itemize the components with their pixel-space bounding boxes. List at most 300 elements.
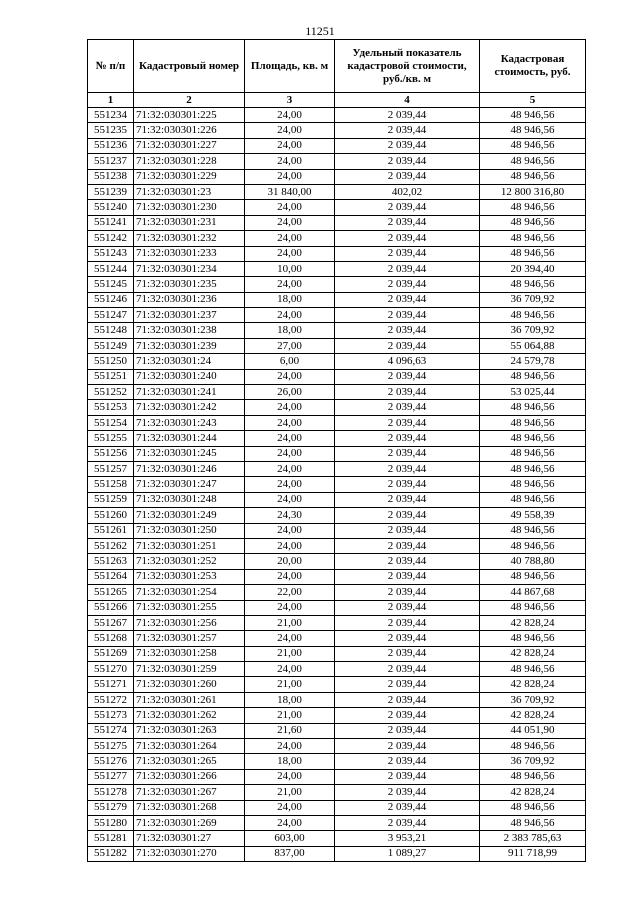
unit-value-cell: 2 039,44 bbox=[335, 385, 480, 400]
header-row-number: № п/п bbox=[88, 40, 134, 93]
cadastral-value-cell: 49 558,39 bbox=[480, 508, 586, 523]
cadastral-value-cell: 48 946,56 bbox=[480, 600, 586, 615]
row-number-cell: 551267 bbox=[88, 615, 134, 630]
table-row bbox=[88, 677, 586, 692]
cadastral-value-cell: 48 946,56 bbox=[480, 538, 586, 553]
table-row bbox=[88, 261, 586, 276]
column-number-row bbox=[88, 93, 586, 108]
cadastral-number-cell: 71:32:030301:236 bbox=[134, 292, 245, 307]
header-unit-value: Удельный показатель кадастровой стоимости, руб./кв. м bbox=[335, 40, 480, 93]
area-cell: 10,00 bbox=[245, 261, 335, 276]
area-cell: 24,00 bbox=[245, 200, 335, 215]
area-cell: 24,00 bbox=[245, 461, 335, 476]
table-row bbox=[88, 662, 586, 677]
row-number-cell: 551282 bbox=[88, 846, 134, 861]
unit-value-cell: 2 039,44 bbox=[335, 446, 480, 461]
unit-value-cell: 2 039,44 bbox=[335, 154, 480, 169]
area-cell: 18,00 bbox=[245, 292, 335, 307]
unit-value-cell: 2 039,44 bbox=[335, 477, 480, 492]
area-cell: 24,00 bbox=[245, 231, 335, 246]
row-number-cell: 551236 bbox=[88, 138, 134, 153]
header-cadastral-value: Кадастровая стоимость, руб. bbox=[480, 40, 586, 93]
unit-value-cell: 2 039,44 bbox=[335, 615, 480, 630]
cadastral-value-cell: 42 828,24 bbox=[480, 708, 586, 723]
area-cell: 21,00 bbox=[245, 646, 335, 661]
row-number-cell: 551248 bbox=[88, 323, 134, 338]
cadastral-value-cell: 48 946,56 bbox=[480, 415, 586, 430]
row-number-cell: 551244 bbox=[88, 261, 134, 276]
unit-value-cell: 2 039,44 bbox=[335, 400, 480, 415]
area-cell: 24,00 bbox=[245, 538, 335, 553]
row-number-cell: 551274 bbox=[88, 723, 134, 738]
cadastral-value-cell: 48 946,56 bbox=[480, 815, 586, 830]
unit-value-cell: 2 039,44 bbox=[335, 338, 480, 353]
area-cell: 21,00 bbox=[245, 615, 335, 630]
cadastral-value-cell: 12 800 316,80 bbox=[480, 184, 586, 199]
cadastral-value-cell: 2 383 785,63 bbox=[480, 831, 586, 846]
unit-value-cell: 2 039,44 bbox=[335, 569, 480, 584]
cadastral-value-cell: 48 946,56 bbox=[480, 108, 586, 123]
cadastral-number-cell: 71:32:030301:244 bbox=[134, 431, 245, 446]
row-number-cell: 551246 bbox=[88, 292, 134, 307]
unit-value-cell: 2 039,44 bbox=[335, 261, 480, 276]
row-number-cell: 551256 bbox=[88, 446, 134, 461]
row-number-cell: 551266 bbox=[88, 600, 134, 615]
area-cell: 24,00 bbox=[245, 769, 335, 784]
table-row bbox=[88, 308, 586, 323]
area-cell: 24,00 bbox=[245, 246, 335, 261]
cadastral-number-cell: 71:32:030301:235 bbox=[134, 277, 245, 292]
cadastral-value-table bbox=[87, 39, 586, 862]
table-row bbox=[88, 385, 586, 400]
row-number-cell: 551261 bbox=[88, 523, 134, 538]
cadastral-number-cell: 71:32:030301:238 bbox=[134, 323, 245, 338]
area-cell: 24,00 bbox=[245, 815, 335, 830]
area-cell: 18,00 bbox=[245, 754, 335, 769]
unit-value-cell: 2 039,44 bbox=[335, 123, 480, 138]
cadastral-number-cell: 71:32:030301:262 bbox=[134, 708, 245, 723]
unit-value-cell: 2 039,44 bbox=[335, 769, 480, 784]
cadastral-number-cell: 71:32:030301:243 bbox=[134, 415, 245, 430]
row-number-cell: 551272 bbox=[88, 692, 134, 707]
cadastral-value-cell: 48 946,56 bbox=[480, 169, 586, 184]
table-row bbox=[88, 723, 586, 738]
table-row bbox=[88, 415, 586, 430]
cadastral-number-cell: 71:32:030301:228 bbox=[134, 154, 245, 169]
area-cell: 837,00 bbox=[245, 846, 335, 861]
row-number-cell: 551275 bbox=[88, 739, 134, 754]
area-cell: 24,00 bbox=[245, 446, 335, 461]
row-number-cell: 551262 bbox=[88, 538, 134, 553]
table-row bbox=[88, 369, 586, 384]
table-row bbox=[88, 815, 586, 830]
row-number-cell: 551249 bbox=[88, 338, 134, 353]
table-row bbox=[88, 569, 586, 584]
unit-value-cell: 2 039,44 bbox=[335, 600, 480, 615]
row-number-cell: 551270 bbox=[88, 662, 134, 677]
cadastral-number-cell: 71:32:030301:239 bbox=[134, 338, 245, 353]
table-row bbox=[88, 739, 586, 754]
area-cell: 6,00 bbox=[245, 354, 335, 369]
cadastral-value-cell: 48 946,56 bbox=[480, 492, 586, 507]
row-number-cell: 551260 bbox=[88, 508, 134, 523]
unit-value-cell: 2 039,44 bbox=[335, 554, 480, 569]
table-row bbox=[88, 800, 586, 815]
cadastral-value-cell: 48 946,56 bbox=[480, 739, 586, 754]
unit-value-cell: 3 953,21 bbox=[335, 831, 480, 846]
cadastral-value-cell: 48 946,56 bbox=[480, 569, 586, 584]
table-row bbox=[88, 354, 586, 369]
row-number-cell: 551265 bbox=[88, 585, 134, 600]
table-row bbox=[88, 538, 586, 553]
cadastral-value-cell: 42 828,24 bbox=[480, 677, 586, 692]
cadastral-number-cell: 71:32:030301:265 bbox=[134, 754, 245, 769]
cadastral-value-cell: 48 946,56 bbox=[480, 769, 586, 784]
cadastral-number-cell: 71:32:030301:247 bbox=[134, 477, 245, 492]
row-number-cell: 551239 bbox=[88, 184, 134, 199]
row-number-cell: 551235 bbox=[88, 123, 134, 138]
row-number-cell: 551242 bbox=[88, 231, 134, 246]
table-row bbox=[88, 292, 586, 307]
area-cell: 24,00 bbox=[245, 523, 335, 538]
cadastral-value-cell: 911 718,99 bbox=[480, 846, 586, 861]
area-cell: 26,00 bbox=[245, 385, 335, 400]
cadastral-number-cell: 71:32:030301:260 bbox=[134, 677, 245, 692]
cadastral-value-cell: 48 946,56 bbox=[480, 231, 586, 246]
unit-value-cell: 2 039,44 bbox=[335, 785, 480, 800]
cadastral-value-cell: 48 946,56 bbox=[480, 138, 586, 153]
cadastral-number-cell: 71:32:030301:226 bbox=[134, 123, 245, 138]
unit-value-cell: 2 039,44 bbox=[335, 646, 480, 661]
cadastral-value-cell: 55 064,88 bbox=[480, 338, 586, 353]
table-row bbox=[88, 492, 586, 507]
cadastral-value-cell: 36 709,92 bbox=[480, 754, 586, 769]
unit-value-cell: 2 039,44 bbox=[335, 754, 480, 769]
area-cell: 24,00 bbox=[245, 739, 335, 754]
table-row bbox=[88, 600, 586, 615]
column-number: 2 bbox=[134, 93, 245, 108]
area-cell: 24,00 bbox=[245, 215, 335, 230]
cadastral-number-cell: 71:32:030301:23 bbox=[134, 184, 245, 199]
area-cell: 24,00 bbox=[245, 415, 335, 430]
table-body bbox=[88, 108, 586, 862]
area-cell: 603,00 bbox=[245, 831, 335, 846]
unit-value-cell: 2 039,44 bbox=[335, 631, 480, 646]
area-cell: 24,00 bbox=[245, 169, 335, 184]
column-number: 1 bbox=[88, 93, 134, 108]
unit-value-cell: 2 039,44 bbox=[335, 215, 480, 230]
table-row bbox=[88, 585, 586, 600]
cadastral-value-cell: 48 946,56 bbox=[480, 523, 586, 538]
unit-value-cell: 2 039,44 bbox=[335, 369, 480, 384]
table-row bbox=[88, 184, 586, 199]
area-cell: 24,00 bbox=[245, 631, 335, 646]
area-cell: 27,00 bbox=[245, 338, 335, 353]
table-row bbox=[88, 338, 586, 353]
row-number-cell: 551241 bbox=[88, 215, 134, 230]
table-row bbox=[88, 461, 586, 476]
cadastral-value-cell: 48 946,56 bbox=[480, 662, 586, 677]
unit-value-cell: 1 089,27 bbox=[335, 846, 480, 861]
unit-value-cell: 2 039,44 bbox=[335, 308, 480, 323]
unit-value-cell: 2 039,44 bbox=[335, 277, 480, 292]
unit-value-cell: 2 039,44 bbox=[335, 169, 480, 184]
table-row bbox=[88, 769, 586, 784]
cadastral-number-cell: 71:32:030301:252 bbox=[134, 554, 245, 569]
row-number-cell: 551245 bbox=[88, 277, 134, 292]
cadastral-number-cell: 71:32:030301:250 bbox=[134, 523, 245, 538]
table-row bbox=[88, 200, 586, 215]
unit-value-cell: 2 039,44 bbox=[335, 431, 480, 446]
cadastral-number-cell: 71:32:030301:266 bbox=[134, 769, 245, 784]
unit-value-cell: 2 039,44 bbox=[335, 815, 480, 830]
row-number-cell: 551271 bbox=[88, 677, 134, 692]
row-number-cell: 551268 bbox=[88, 631, 134, 646]
area-cell: 24,00 bbox=[245, 369, 335, 384]
area-cell: 24,30 bbox=[245, 508, 335, 523]
unit-value-cell: 2 039,44 bbox=[335, 108, 480, 123]
table-row bbox=[88, 169, 586, 184]
unit-value-cell: 2 039,44 bbox=[335, 461, 480, 476]
cadastral-value-cell: 48 946,56 bbox=[480, 215, 586, 230]
cadastral-value-cell: 48 946,56 bbox=[480, 123, 586, 138]
unit-value-cell: 2 039,44 bbox=[335, 739, 480, 754]
row-number-cell: 551281 bbox=[88, 831, 134, 846]
row-number-cell: 551238 bbox=[88, 169, 134, 184]
cadastral-number-cell: 71:32:030301:248 bbox=[134, 492, 245, 507]
cadastral-value-cell: 48 946,56 bbox=[480, 154, 586, 169]
cadastral-number-cell: 71:32:030301:234 bbox=[134, 261, 245, 276]
cadastral-value-cell: 48 946,56 bbox=[480, 246, 586, 261]
header-area: Площадь, кв. м bbox=[245, 40, 335, 93]
cadastral-number-cell: 71:32:030301:256 bbox=[134, 615, 245, 630]
cadastral-number-cell: 71:32:030301:264 bbox=[134, 739, 245, 754]
cadastral-number-cell: 71:32:030301:233 bbox=[134, 246, 245, 261]
cadastral-number-cell: 71:32:030301:251 bbox=[134, 538, 245, 553]
unit-value-cell: 2 039,44 bbox=[335, 200, 480, 215]
table-row bbox=[88, 785, 586, 800]
cadastral-number-cell: 71:32:030301:245 bbox=[134, 446, 245, 461]
cadastral-value-cell: 48 946,56 bbox=[480, 369, 586, 384]
row-number-cell: 551247 bbox=[88, 308, 134, 323]
table-row bbox=[88, 846, 586, 861]
area-cell: 24,00 bbox=[245, 308, 335, 323]
row-number-cell: 551243 bbox=[88, 246, 134, 261]
unit-value-cell: 2 039,44 bbox=[335, 585, 480, 600]
row-number-cell: 551252 bbox=[88, 385, 134, 400]
row-number-cell: 551263 bbox=[88, 554, 134, 569]
row-number-cell: 551264 bbox=[88, 569, 134, 584]
area-cell: 31 840,00 bbox=[245, 184, 335, 199]
row-number-cell: 551253 bbox=[88, 400, 134, 415]
unit-value-cell: 2 039,44 bbox=[335, 492, 480, 507]
cadastral-number-cell: 71:32:030301:270 bbox=[134, 846, 245, 861]
area-cell: 24,00 bbox=[245, 277, 335, 292]
cadastral-value-cell: 36 709,92 bbox=[480, 323, 586, 338]
cadastral-number-cell: 71:32:030301:241 bbox=[134, 385, 245, 400]
column-number: 3 bbox=[245, 93, 335, 108]
cadastral-value-cell: 48 946,56 bbox=[480, 631, 586, 646]
row-number-cell: 551258 bbox=[88, 477, 134, 492]
row-number-cell: 551250 bbox=[88, 354, 134, 369]
cadastral-number-cell: 71:32:030301:231 bbox=[134, 215, 245, 230]
area-cell: 24,00 bbox=[245, 662, 335, 677]
area-cell: 21,00 bbox=[245, 785, 335, 800]
cadastral-value-cell: 48 946,56 bbox=[480, 277, 586, 292]
row-number-cell: 551277 bbox=[88, 769, 134, 784]
table-row bbox=[88, 477, 586, 492]
area-cell: 24,00 bbox=[245, 154, 335, 169]
cadastral-number-cell: 71:32:030301:261 bbox=[134, 692, 245, 707]
unit-value-cell: 2 039,44 bbox=[335, 708, 480, 723]
cadastral-value-cell: 53 025,44 bbox=[480, 385, 586, 400]
cadastral-number-cell: 71:32:030301:255 bbox=[134, 600, 245, 615]
cadastral-value-cell: 44 867,68 bbox=[480, 585, 586, 600]
cadastral-number-cell: 71:32:030301:254 bbox=[134, 585, 245, 600]
cadastral-number-cell: 71:32:030301:253 bbox=[134, 569, 245, 584]
cadastral-number-cell: 71:32:030301:269 bbox=[134, 815, 245, 830]
unit-value-cell: 2 039,44 bbox=[335, 292, 480, 307]
unit-value-cell: 2 039,44 bbox=[335, 800, 480, 815]
row-number-cell: 551237 bbox=[88, 154, 134, 169]
area-cell: 24,00 bbox=[245, 431, 335, 446]
cadastral-number-cell: 71:32:030301:259 bbox=[134, 662, 245, 677]
table-row bbox=[88, 831, 586, 846]
area-cell: 24,00 bbox=[245, 400, 335, 415]
row-number-cell: 551280 bbox=[88, 815, 134, 830]
table-row bbox=[88, 446, 586, 461]
cadastral-value-cell: 48 946,56 bbox=[480, 200, 586, 215]
cadastral-number-cell: 71:32:030301:24 bbox=[134, 354, 245, 369]
column-number: 5 bbox=[480, 93, 586, 108]
table-row bbox=[88, 554, 586, 569]
table-row bbox=[88, 154, 586, 169]
cadastral-number-cell: 71:32:030301:242 bbox=[134, 400, 245, 415]
area-cell: 24,00 bbox=[245, 138, 335, 153]
table-row bbox=[88, 138, 586, 153]
unit-value-cell: 4 096,63 bbox=[335, 354, 480, 369]
unit-value-cell: 2 039,44 bbox=[335, 677, 480, 692]
unit-value-cell: 402,02 bbox=[335, 184, 480, 199]
cadastral-number-cell: 71:32:030301:27 bbox=[134, 831, 245, 846]
table-row bbox=[88, 431, 586, 446]
table-row bbox=[88, 400, 586, 415]
cadastral-value-cell: 44 051,90 bbox=[480, 723, 586, 738]
cadastral-value-cell: 42 828,24 bbox=[480, 785, 586, 800]
cadastral-value-cell: 48 946,56 bbox=[480, 431, 586, 446]
unit-value-cell: 2 039,44 bbox=[335, 508, 480, 523]
unit-value-cell: 2 039,44 bbox=[335, 662, 480, 677]
area-cell: 24,00 bbox=[245, 477, 335, 492]
cadastral-number-cell: 71:32:030301:257 bbox=[134, 631, 245, 646]
unit-value-cell: 2 039,44 bbox=[335, 538, 480, 553]
area-cell: 24,00 bbox=[245, 569, 335, 584]
cadastral-number-cell: 71:32:030301:268 bbox=[134, 800, 245, 815]
row-number-cell: 551279 bbox=[88, 800, 134, 815]
area-cell: 24,00 bbox=[245, 108, 335, 123]
area-cell: 21,00 bbox=[245, 677, 335, 692]
table-row bbox=[88, 323, 586, 338]
cadastral-number-cell: 71:32:030301:227 bbox=[134, 138, 245, 153]
row-number-cell: 551234 bbox=[88, 108, 134, 123]
table-row bbox=[88, 708, 586, 723]
area-cell: 21,00 bbox=[245, 708, 335, 723]
table-row bbox=[88, 523, 586, 538]
table-row bbox=[88, 631, 586, 646]
unit-value-cell: 2 039,44 bbox=[335, 415, 480, 430]
cadastral-value-cell: 36 709,92 bbox=[480, 292, 586, 307]
row-number-cell: 551240 bbox=[88, 200, 134, 215]
row-number-cell: 551257 bbox=[88, 461, 134, 476]
column-number: 4 bbox=[335, 93, 480, 108]
unit-value-cell: 2 039,44 bbox=[335, 138, 480, 153]
header-cadastral-number: Кадастровый номер bbox=[134, 40, 245, 93]
cadastral-value-cell: 40 788,80 bbox=[480, 554, 586, 569]
table-row bbox=[88, 754, 586, 769]
row-number-cell: 551254 bbox=[88, 415, 134, 430]
unit-value-cell: 2 039,44 bbox=[335, 231, 480, 246]
row-number-cell: 551255 bbox=[88, 431, 134, 446]
area-cell: 24,00 bbox=[245, 800, 335, 815]
cadastral-number-cell: 71:32:030301:258 bbox=[134, 646, 245, 661]
cadastral-number-cell: 71:32:030301:249 bbox=[134, 508, 245, 523]
table-row bbox=[88, 108, 586, 123]
area-cell: 24,00 bbox=[245, 123, 335, 138]
table-row bbox=[88, 246, 586, 261]
unit-value-cell: 2 039,44 bbox=[335, 523, 480, 538]
cadastral-value-cell: 42 828,24 bbox=[480, 646, 586, 661]
cadastral-number-cell: 71:32:030301:240 bbox=[134, 369, 245, 384]
cadastral-value-cell: 42 828,24 bbox=[480, 615, 586, 630]
cadastral-number-cell: 71:32:030301:229 bbox=[134, 169, 245, 184]
cadastral-number-cell: 71:32:030301:237 bbox=[134, 308, 245, 323]
unit-value-cell: 2 039,44 bbox=[335, 692, 480, 707]
table-row bbox=[88, 215, 586, 230]
cadastral-value-cell: 20 394,40 bbox=[480, 261, 586, 276]
cadastral-value-cell: 48 946,56 bbox=[480, 400, 586, 415]
cadastral-number-cell: 71:32:030301:232 bbox=[134, 231, 245, 246]
row-number-cell: 551259 bbox=[88, 492, 134, 507]
cadastral-value-cell: 24 579,78 bbox=[480, 354, 586, 369]
cadastral-value-cell: 48 946,56 bbox=[480, 308, 586, 323]
unit-value-cell: 2 039,44 bbox=[335, 723, 480, 738]
cadastral-value-cell: 48 946,56 bbox=[480, 446, 586, 461]
cadastral-number-cell: 71:32:030301:267 bbox=[134, 785, 245, 800]
cadastral-value-cell: 48 946,56 bbox=[480, 477, 586, 492]
cadastral-number-cell: 71:32:030301:225 bbox=[134, 108, 245, 123]
table-row bbox=[88, 277, 586, 292]
page-number: 11251 bbox=[305, 24, 335, 38]
cadastral-number-cell: 71:32:030301:230 bbox=[134, 200, 245, 215]
row-number-cell: 551251 bbox=[88, 369, 134, 384]
table-row bbox=[88, 231, 586, 246]
row-number-cell: 551269 bbox=[88, 646, 134, 661]
area-cell: 18,00 bbox=[245, 692, 335, 707]
row-number-cell: 551276 bbox=[88, 754, 134, 769]
table-row bbox=[88, 615, 586, 630]
table-row bbox=[88, 123, 586, 138]
table-row bbox=[88, 508, 586, 523]
area-cell: 24,00 bbox=[245, 492, 335, 507]
table-row bbox=[88, 646, 586, 661]
cadastral-number-cell: 71:32:030301:263 bbox=[134, 723, 245, 738]
cadastral-value-cell: 48 946,56 bbox=[480, 800, 586, 815]
cadastral-value-cell: 48 946,56 bbox=[480, 461, 586, 476]
table-row bbox=[88, 692, 586, 707]
area-cell: 18,00 bbox=[245, 323, 335, 338]
unit-value-cell: 2 039,44 bbox=[335, 246, 480, 261]
cadastral-number-cell: 71:32:030301:246 bbox=[134, 461, 245, 476]
